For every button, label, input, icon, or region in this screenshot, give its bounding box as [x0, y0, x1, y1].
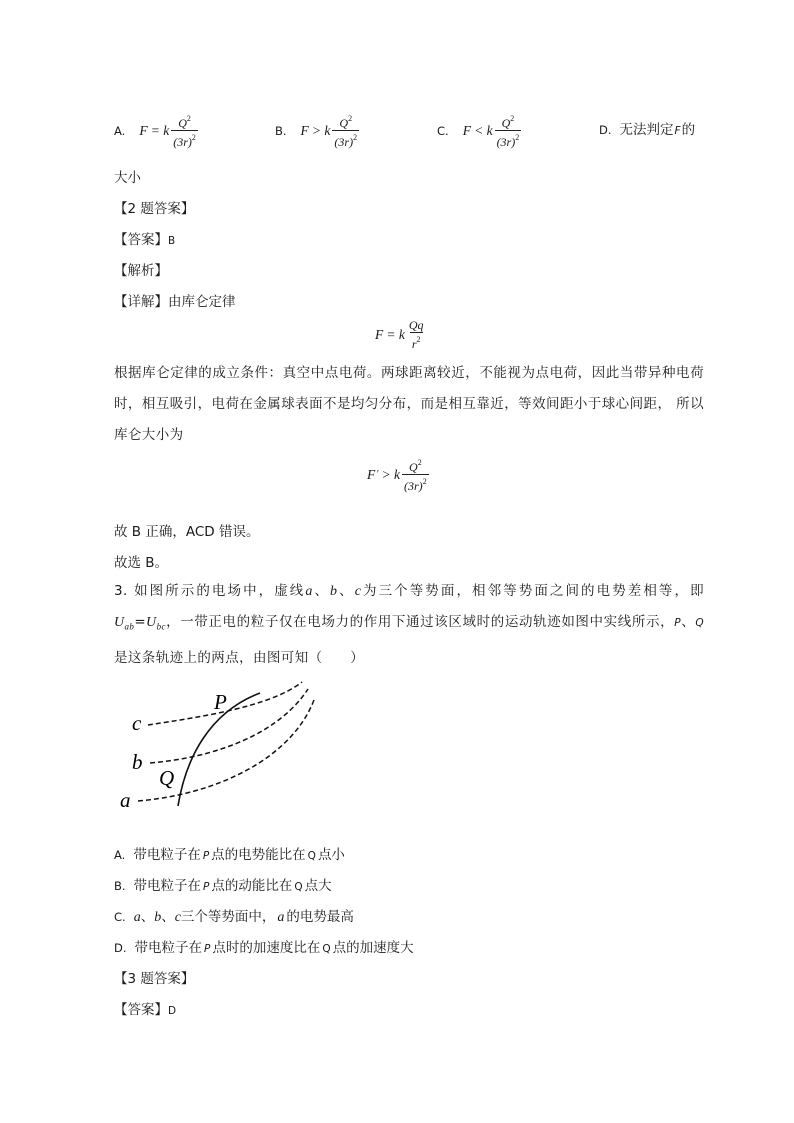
answer-tag: 【答案】: [114, 232, 168, 248]
var-c: c: [174, 910, 181, 925]
option-label: B.: [114, 879, 126, 893]
q2-conclusion-1: 故 B 正确，ACD 错误。: [114, 524, 260, 540]
var-b: b: [330, 584, 338, 599]
option-label: A.: [114, 123, 126, 138]
option-text: 点小: [317, 847, 345, 863]
option-text: 点的动能比在: [211, 878, 293, 894]
option-text: 带电粒子在: [134, 940, 203, 956]
stem-text: 为三个等势面，相邻等势面之间的电势差相等，即: [361, 583, 704, 599]
numerator: Q: [501, 116, 511, 130]
option-text: 带电粒子在: [133, 878, 202, 894]
denominator: (3r): [404, 479, 423, 493]
formula-fraction: [402, 456, 429, 493]
var-a: a: [277, 910, 285, 925]
formula-relation: =: [387, 326, 395, 342]
formula-fraction: [332, 112, 359, 149]
option-label: C.: [437, 123, 449, 138]
var-q: Q: [294, 881, 303, 893]
option-text-end: 的: [681, 122, 696, 138]
denominator: (3r): [496, 135, 516, 149]
q2-option-d: [599, 118, 695, 138]
formula-lhs: F: [367, 466, 376, 482]
q2-answer-header: 【2 题答案】: [114, 201, 195, 217]
var-q: Q: [322, 943, 331, 955]
denominator-exponent: 2: [515, 133, 520, 142]
option-variable: F: [674, 125, 681, 137]
inequality-formula: [367, 456, 431, 493]
detail-tag: 【详解】: [114, 294, 168, 310]
denominator: (3r): [173, 135, 192, 149]
q2-analysis-header: 【解析】: [114, 263, 168, 279]
label-q: Q: [159, 766, 175, 790]
formula-relation: =: [151, 122, 160, 138]
label-c: c: [132, 711, 142, 735]
separator: 、: [161, 909, 175, 925]
option-text: 三个等势面中，: [180, 909, 276, 925]
option-label: C.: [114, 910, 126, 924]
prime-mark: ': [376, 469, 379, 480]
option-label: B.: [275, 123, 287, 138]
var-a: a: [133, 910, 141, 925]
numerator: Q: [178, 116, 187, 130]
formula-fraction: [407, 318, 426, 351]
separator: 、: [337, 583, 355, 599]
q2-conclusion-2: 故选 B。: [114, 555, 169, 571]
formula-constant: k: [394, 466, 401, 482]
var-q: Q: [695, 617, 704, 629]
numerator: Qq: [408, 318, 424, 332]
option-text: 点的加速度大: [332, 940, 414, 956]
formula-constant: k: [163, 122, 170, 138]
denominator: (3r): [334, 135, 354, 149]
formula-lhs: F: [462, 122, 471, 138]
label-b: b: [132, 750, 143, 774]
option-text: 无法判定: [619, 122, 674, 138]
q2-option-a: [114, 112, 200, 149]
stem-text: ，一带正电的粒子仅在电场力的作用下通过该区域时的运动轨迹如图中实线所示，: [165, 614, 675, 630]
var-p: P: [204, 943, 211, 955]
denominator-exponent: 2: [416, 335, 421, 344]
q2-option-d-continued: 大小: [114, 170, 141, 186]
var-b: b: [154, 910, 162, 925]
numerator-exponent: 2: [348, 114, 353, 123]
label-p: P: [214, 690, 227, 714]
formula-relation: >: [382, 466, 391, 482]
q2-detail: [114, 290, 236, 310]
denominator-exponent: 2: [353, 133, 358, 142]
separator: 、: [140, 909, 155, 925]
q3-option-d: [114, 936, 414, 956]
potential-u-ab: U: [114, 615, 125, 630]
formula-constant: k: [486, 122, 493, 138]
formula-relation: >: [312, 122, 321, 138]
var-q: Q: [307, 850, 316, 862]
formula-lhs: F: [300, 122, 309, 138]
answer-value: B: [168, 235, 176, 247]
answer-tag: 【答案】: [114, 1002, 168, 1018]
option-text: 点的电势能比在: [211, 847, 306, 863]
stem-text: 是这条轨迹上的两点，由图可知（ ）: [114, 649, 365, 666]
answer-value: D: [168, 1005, 177, 1017]
formula-lhs: F: [139, 122, 148, 138]
equipotential-b: [150, 689, 308, 763]
equals-sign: =: [134, 614, 147, 630]
q2-answer: [114, 228, 175, 248]
formula-constant: k: [324, 122, 331, 138]
var-c: c: [354, 584, 362, 599]
subscript-bc: bc: [156, 621, 166, 632]
stem-text: 如图所示的电场中，虚线: [134, 583, 306, 599]
coulomb-law-formula: [375, 318, 428, 351]
detail-text: 由库仑定律: [168, 294, 236, 310]
formula-relation: <: [474, 122, 483, 138]
electric-field-figure: [110, 672, 330, 817]
q2-option-c: [437, 112, 523, 149]
numerator: Q: [409, 460, 418, 474]
q3-answer: [114, 998, 176, 1018]
q3-option-b: [114, 874, 332, 894]
formula-constant: k: [398, 326, 405, 342]
q3-option-c: [114, 905, 354, 926]
numerator-exponent: 2: [417, 458, 422, 467]
option-text: 点时的加速度比在: [212, 940, 321, 956]
numerator-exponent: 2: [186, 114, 191, 123]
potential-u-bc: U: [146, 615, 157, 630]
denominator: r: [411, 337, 417, 351]
q2-option-b: [275, 112, 361, 149]
var-p: P: [674, 617, 681, 629]
option-text: 带电粒子在: [133, 847, 201, 863]
question-number: 3.: [114, 583, 128, 599]
formula-fraction: [495, 112, 522, 149]
var-a: a: [305, 584, 313, 599]
numerator-exponent: 2: [510, 114, 515, 123]
numerator: Q: [339, 116, 349, 130]
q3-option-a: [114, 843, 345, 863]
option-text: 的电势最高: [286, 909, 354, 925]
option-label: D.: [114, 941, 127, 955]
option-text: 点大: [304, 878, 332, 894]
subscript-ab: ab: [124, 621, 135, 632]
q3-answer-header: 【3 题答案】: [114, 971, 195, 987]
denominator-exponent: 2: [191, 133, 196, 142]
label-a: a: [120, 788, 131, 812]
option-label: A.: [114, 848, 126, 862]
q2-explanation-paragraph: 根据库仑定律的成立条件：真空中点电荷。两球距离较近，不能视为点电荷，因此当带异种电荷时，相互吸引，电荷在金属球表面不是均匀分布，而是相互靠近，等效间距小于球心间距， 所以库仑大小为: [114, 365, 704, 443]
var-p: P: [203, 881, 210, 893]
q3-stem: [114, 576, 704, 674]
separator: 、: [312, 583, 331, 599]
denominator-exponent: 2: [422, 477, 427, 486]
formula-fraction: [171, 112, 198, 149]
separator: 、: [680, 614, 696, 630]
option-label: D.: [599, 123, 612, 137]
formula-lhs: F: [375, 326, 384, 342]
var-p: P: [202, 850, 210, 862]
